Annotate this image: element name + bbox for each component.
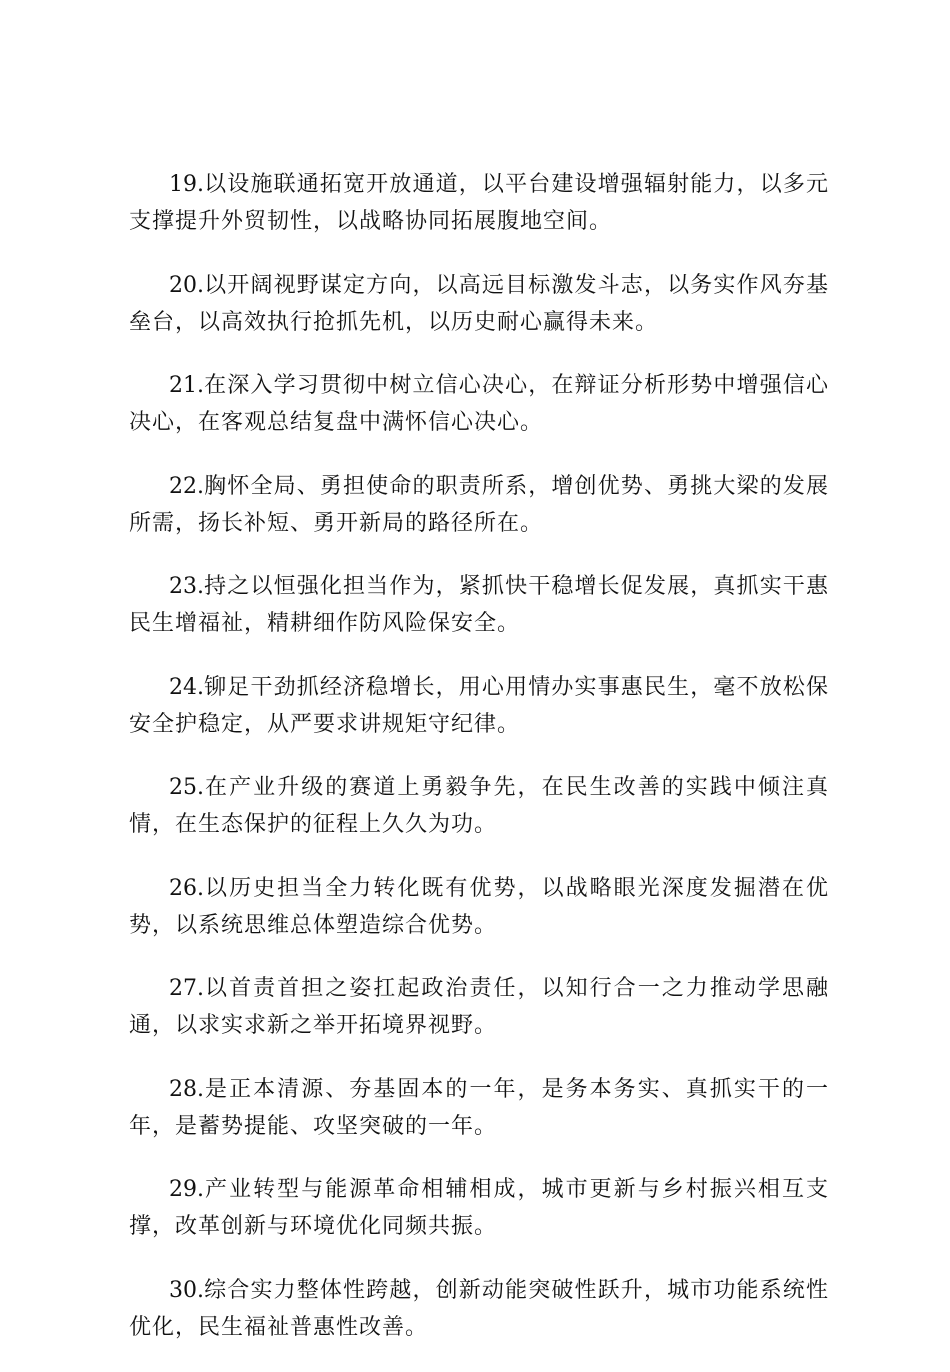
paragraph-29 — [129, 1171, 829, 1245]
paragraph-number: 30. — [169, 1277, 204, 1303]
paragraph-text: 持之以恒强化担当作为，紧抓快干稳增长促发展，真抓实干惠民生增福祉，精耕细作防风险保安全。 — [129, 574, 829, 636]
paragraph-23 — [129, 568, 829, 642]
paragraph-text: 综合实力整体性跨越，创新动能突破性跃升，城市功能系统性优化，民生福祉普惠性改善。 — [129, 1277, 829, 1340]
paragraph-20 — [129, 267, 829, 341]
paragraph-number: 24. — [169, 674, 204, 700]
paragraph-number: 20. — [169, 272, 204, 298]
paragraph-text: 铆足干劲抓经济稳增长，用心用情办实事惠民生，毫不放松保安全护稳定，从严要求讲规矩守纪律。 — [129, 674, 829, 737]
paragraph-number: 27. — [169, 976, 204, 1001]
paragraph-22 — [129, 468, 829, 542]
paragraph-number: 26. — [169, 875, 204, 901]
paragraph-number: 23. — [169, 574, 204, 599]
paragraph-27 — [129, 970, 829, 1044]
paragraph-21 — [129, 367, 829, 441]
paragraph-text: 在深入学习贯彻中树立信心决心，在辩证分析形势中增强信心决心，在客观总结复盘中满怀信心决心。 — [129, 373, 829, 435]
paragraph-text: 以首责首担之姿扛起政治责任，以知行合一之力推动学思融通，以求实求新之举开拓境界视野。 — [129, 976, 829, 1038]
paragraph-number: 21. — [169, 373, 204, 398]
paragraph-30 — [129, 1272, 829, 1346]
document-body — [129, 166, 829, 1372]
paragraph-text: 以开阔视野谋定方向，以高远目标激发斗志，以务实作风夯基垒台，以高效执行抢抓先机，以历史耐心赢得未来。 — [129, 272, 829, 335]
paragraph-26 — [129, 870, 829, 944]
paragraph-text: 以设施联通拓宽开放通道，以平台建设增强辐射能力，以多元支撑提升外贸韧性，以战略协同拓展腹地空间。 — [129, 172, 829, 234]
paragraph-number: 28. — [169, 1076, 204, 1102]
paragraph-19 — [129, 166, 829, 240]
paragraph-24 — [129, 669, 829, 743]
paragraph-text: 是正本清源、夯基固本的一年，是务本务实、真抓实干的一年，是蓄势提能、攻坚突破的一年。 — [129, 1076, 829, 1139]
paragraph-number: 22. — [169, 473, 204, 499]
paragraph-text: 以历史担当全力转化既有优势，以战略眼光深度发掘潜在优势，以系统思维总体塑造综合优势。 — [129, 875, 829, 938]
paragraph-text: 胸怀全局、勇担使命的职责所系，增创优势、勇挑大梁的发展所需，扬长补短、勇开新局的路径所在。 — [129, 473, 829, 536]
paragraph-25 — [129, 769, 829, 843]
paragraph-number: 19. — [169, 172, 204, 197]
paragraph-28 — [129, 1071, 829, 1145]
paragraph-text: 在产业升级的赛道上勇毅争先，在民生改善的实践中倾注真情，在生态保护的征程上久久为功。 — [129, 775, 829, 837]
paragraph-number: 29. — [169, 1177, 204, 1202]
paragraph-number: 25. — [169, 775, 204, 800]
paragraph-text: 产业转型与能源革命相辅相成，城市更新与乡村振兴相互支撑，改革创新与环境优化同频共振。 — [129, 1177, 829, 1239]
